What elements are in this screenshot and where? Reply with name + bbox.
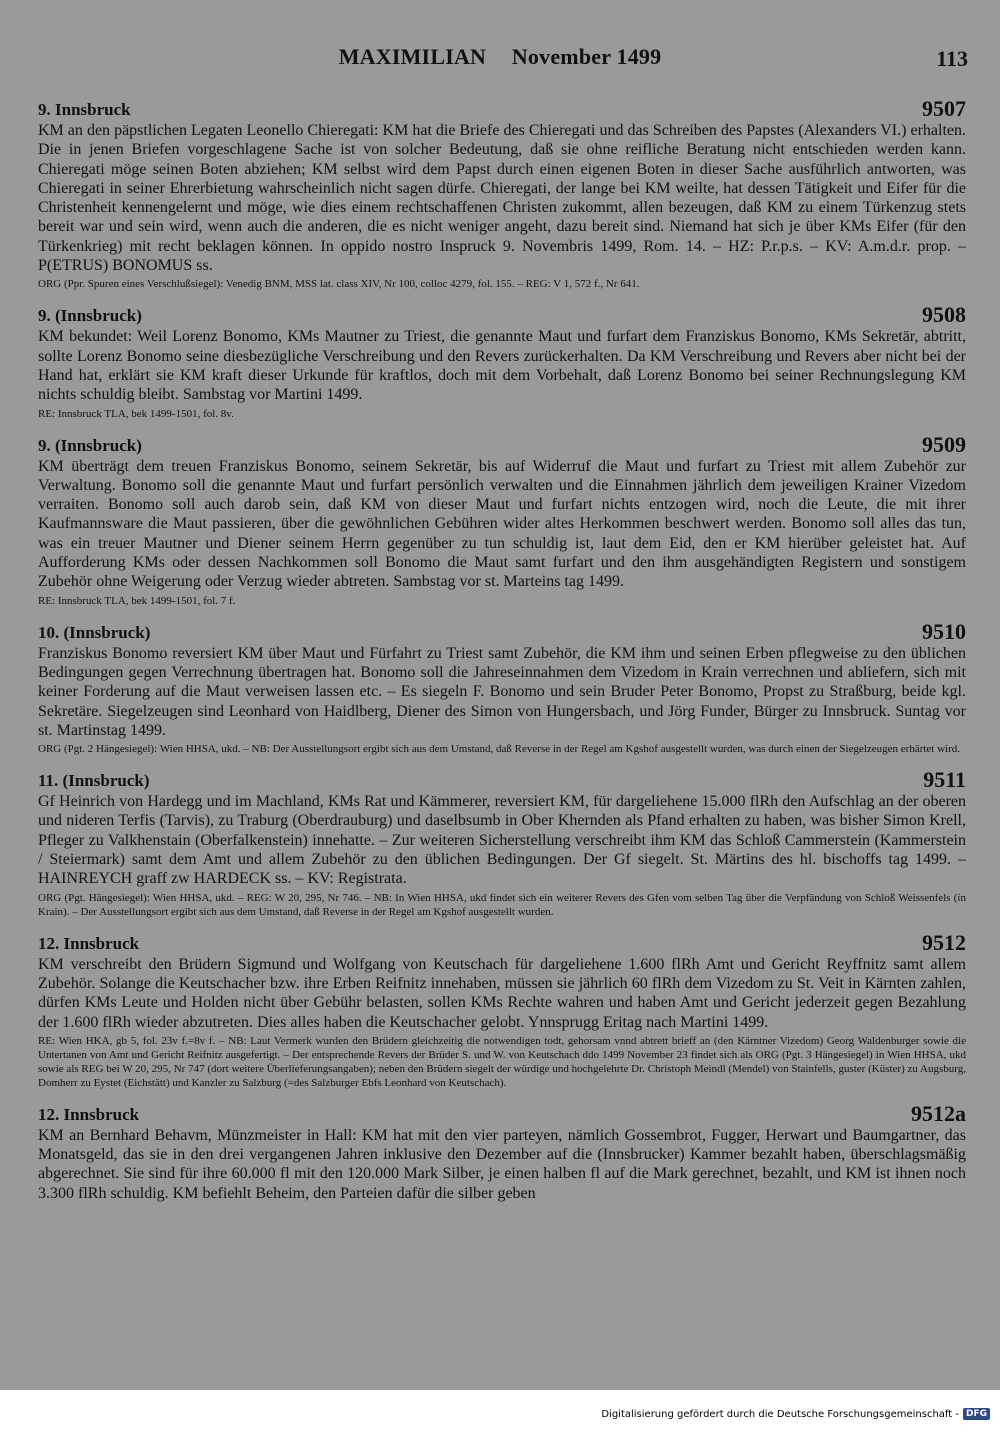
entry-source: ORG (Ppr. Spuren eines Verschlußsiegel): Venedig BNM, MSS lat. class XIV, Nr 100, colloc 4279, fol. 155. – REG: V 1, 572 f., Nr 641. xyxy=(38,278,640,291)
entry-header xyxy=(38,1101,966,1125)
entry-header xyxy=(38,96,966,120)
running-head-date: November 1499 xyxy=(511,44,662,69)
entry-body: KM an den päpstlichen Legaten Leonello Chieregati: KM hat die Briefe des Chieregati und das Schreiben des Papstes (Alexanders VI.) erhalten. Die in jenen Briefen vorgeschlagene Sache ist von solcher Bedeutung, daß sie ohne reifliche Beratung nicht entschieden werden kann. Chieregati möge seinen Boten abziehen; KM selbst wird dem Papst durch einen eigenen Boten in dieser Sache ausführlich antworten, was Chieregati in seiner Ehrerbietung wahrscheinlich nicht sagen dürfe. Chieregati, der lange bei KM weilte, hat dessen Tätigkeit und Eifer für die Christenheit kennengelernt und möge, wie dies einem rechtschaffenen Christen zukommt, allen bezeugen, daß KM zu einem Türkenzug stets bereit war und sein wird, wenn auch die anderen, die es nicht weniger angeht, dazu bereit sind. Niemand hat sich je über KMs Eifer (für den Türkenkrieg) mit recht beklagen können. In oppido nostro Inspruck 9. Novembris 1499, Rom. 14. – HZ: P.r.p.s. – KV: A.m.d.r. prop. – P(ETRUS) BONOMUS ss. xyxy=(38,122,966,275)
entry-9512 xyxy=(38,930,966,1090)
entry-9511 xyxy=(38,767,966,918)
entry-date: 11. (Innsbruck) xyxy=(38,771,150,791)
entry-source: ORG (Pgt. 2 Hängesiegel): Wien HHSA, ukd. – NB: Der Ausstellungsort ergibt sich aus dem Umstand, daß Reverse in der Regel am Kgshof ausgestellt wurden, was durch einen der Siegelzeugen erhärtet wird. xyxy=(38,743,961,756)
entry-header xyxy=(38,930,966,954)
entry-body: KM bekundet: Weil Lorenz Bonomo, KMs Mautner zu Triest, die genannte Maut und furfart dem Franziskus Bonomo, KMs Sekretär, abtritt, sollte Lorenz Bonomo seine diesbezügliche Verschreibung und den Revers zurückerhalten. Da KM Verschreibung und Revers aber nicht bei der Hand hat, erklärt sie KM kraft dieser Urkunde für kraftlos, doch mit dem Vorbehalt, daß Lorenz Bonomo bei seiner Rechnungslegung KM nichts schuldig bleibt. Sambstag vor Martini 1499. xyxy=(38,328,966,404)
entry-body: KM überträgt dem treuen Franziskus Bonomo, seinem Sekretär, bis auf Widerruf die Maut und furfart zu Triest mit allem Zubehör zur Verwaltung. Bonomo soll die genannte Maut und furfart persönlich verwalten und die Einnahmen jährlich dem jeweiligen Krainer Vizedom verraiten. Bonomo soll auch darob sein, daß KM von dieser Maut und furfart nichts entzogen wird, noch die Leute, die mit ihrer Kaufmannsware die Maut passieren, über die gewöhnlichen Gebühren wider altes Herkommen beschwert werden. Bonomo soll alles das tun, was ein treuer Mautner und Diener seinem Herrn gegenüber zu tun schuldig ist, laut dem Eid, den er KM hierüber geleistet hat. Auf Aufforderung KMs oder dessen Nachkommen soll Bonomo die Maut samt furfart und den ihm ausgehändigten Registern und sonstigem Zubehör ohne Weigerung oder Verzug wieder abtreten. Sambstag vor st. Marteins tag 1499. xyxy=(38,457,966,591)
entry-date: 12. Innsbruck xyxy=(38,1104,140,1124)
entry-body: KM verschreibt den Brüdern Sigmund und Wolfgang von Keutschach für dargeliehene 1.600 flRh Amt und Gericht Reyffnitz samt allem Zubehör. Solange die Keutschacher bzw. ihre Erben Reifnitz innehaben, müssen sie jährlich 60 flRh dem Vizedom zu St. Veit in Kärnten zahlen, dürfen KMs Leute und Holden nicht über Gebühr belasten, sollen KMs Rechte wahren und haben Amt und Gericht jederzeit gegen Bezahlung der 1.600 flRh wieder abzutreten. Dies alles haben die Keutschacher gelobt. Ynnsprugg Eritag nach Martini 1499. xyxy=(38,955,966,1031)
entry-date: 9. (Innsbruck) xyxy=(38,306,142,326)
entry-source: RE: Innsbruck TLA, bek 1499-1501, fol. 7 f. xyxy=(38,594,236,607)
entry-9512a xyxy=(38,1101,966,1203)
entry-number: 9508 xyxy=(922,302,966,328)
entry-source: RE: Innsbruck TLA, bek 1499-1501, fol. 8v. xyxy=(38,407,234,420)
running-head-title xyxy=(0,44,1000,70)
entries-column xyxy=(38,96,966,1214)
entry-9507 xyxy=(38,96,966,291)
entry-header xyxy=(38,767,966,791)
entry-date: 9. (Innsbruck) xyxy=(38,435,142,455)
entry-9509 xyxy=(38,432,966,608)
entry-header xyxy=(38,432,966,456)
entry-number: 9510 xyxy=(922,618,966,644)
entry-body: KM an Bernhard Behavm, Münzmeister in Hall: KM hat mit den vier parteyen, nämlich Gossembrot, Fugger, Herwart und Baumgartner, das Monatsgeld, das sie in den drei vergangenen Jahren inklusive den Dezember auf die (Innsbrucker) Kammer bezahlt haben, überschlagsmäßig abgerechnet. Sie sind für ihre 60.000 fl mit den 120.000 Mark Silber, je einen halben fl auf die Mark gerechnet, bezahlt, und KM ist ihnen noch 3.300 flRh schuldig. KM befiehlt Beheim, den Parteien dafür die silber geben xyxy=(38,1126,966,1202)
digitization-footer xyxy=(601,1408,990,1420)
entry-number: 9512 xyxy=(922,929,966,955)
entry-body: Franziskus Bonomo reversiert KM über Maut und Fürfahrt zu Triest samt Zubehör, die KM ihm und seinen Erben pflegweise zu den üblichen Bedingungen gegen Verrechnung übertragen hat. Bonomo soll die Jahreseinnahmen dem Vizedom in Krain verrechnen und abliefern, sich mit keiner Forderung auf die Maut verweisen lassen etc. – Es siegeln F. Bonomo und sein Bruder Peter Bonomo, Propst zu Straßburg, beide kgl. Sekretäre. Siegelzeugen sind Leonhard von Haidlberg, Diener des Simon von Hungersbach, und Jörg Funder, Bürger zu Innsbruck. Suntag vor st. Martinstag 1499. xyxy=(38,644,966,739)
footer-text: Digitalisierung gefördert durch die Deutsche Forschungsgemeinschaft - xyxy=(601,1408,959,1420)
entry-number: 9507 xyxy=(922,96,966,121)
entry-9510 xyxy=(38,619,966,756)
page-number: 113 xyxy=(936,46,968,71)
entry-header xyxy=(38,619,966,643)
entry-body: Gf Heinrich von Hardegg und im Machland, KMs Rat und Kämmerer, reversiert KM, für dargeliehene 15.000 flRh den Aufschlag an der oberen und nideren Terfis (Tarvis), zu Traburg (Oberdrauburg) und daselbsumb in Ober Khernden als Pfand erhalten zu haben, was bisher Simon Krell, Pfleger zu Valkhenstain (Oberfalkenstein) innehatte. – Zur weiteren Sicherstellung verschreibt ihm KM das Schloß Cammerstein (Kammerstein / Steiermark) samt dem Amt und allem Zubehör zu den üblichen Bedingungen. Der Gf siegelt. St. Märtins des hl. bischoffs tag 1499. – HAINREYCH graff zw HARDECK ss. – KV: Registrata. xyxy=(38,793,966,888)
entry-date: 10. (Innsbruck) xyxy=(38,622,151,642)
entry-number: 9511 xyxy=(923,767,966,793)
entry-number: 9512a xyxy=(911,1100,966,1126)
running-head-name: MAXIMILIAN xyxy=(338,44,487,69)
entry-date: 9. Innsbruck xyxy=(38,100,131,119)
entry-source: ORG (Pgt. Hängesiegel): Wien HHSA, ukd. – REG: W 20, 295, Nr 746. – NB: In Wien HHSA, ukd findet sich ein weiterer Revers des Gfen vom selben Tag über die Verpfändung von Schloß Weissenfels (in Krain). – Der Ausstellungsort ergibt sich aus dem Umstand, daß Reverse in der Regel am Kgshof ausgestellt wurden. xyxy=(38,891,966,918)
entry-date: 12. Innsbruck xyxy=(38,933,140,953)
running-head xyxy=(0,42,1000,76)
entry-header xyxy=(38,302,966,326)
entry-9508 xyxy=(38,302,966,420)
entry-number: 9509 xyxy=(922,431,966,457)
dfg-logo-icon: DFG xyxy=(963,1408,990,1420)
entry-source: RE: Wien HKA, gb 5, fol. 23v f.=8v f. – NB: Laut Vermerk wurden den Brüdern gleichzeitig die notwendigen todt, gehorsam vnnd abtrett brieff an (den Kärntner Vizedom) Georg Waldenburger sowie die Untertanen von Amt und Gericht Reifnitz ausgefertigt. – Der entsprechende Revers der Brüder S. und W. von Keutschach ddo 1499 November 23 findet sich als ORG (Pgt. 3 Hängesiegel) in Wien HHSA, ukd sowie als REG bei W 20, 295, Nr 747 (dort weitere Überlieferungsangaben); neben den Brüdern siegelt der würdige und hochgelehrte Dr. Christoph Meindl (Mendel) von Stainfells, guster (Küster) zu Augsburg, Domherr zu Eystet (Eichstätt) und Kanzler zu Salzburg (=des Salzburger Ebfs Leonhard von Keutschach). xyxy=(38,1034,966,1089)
